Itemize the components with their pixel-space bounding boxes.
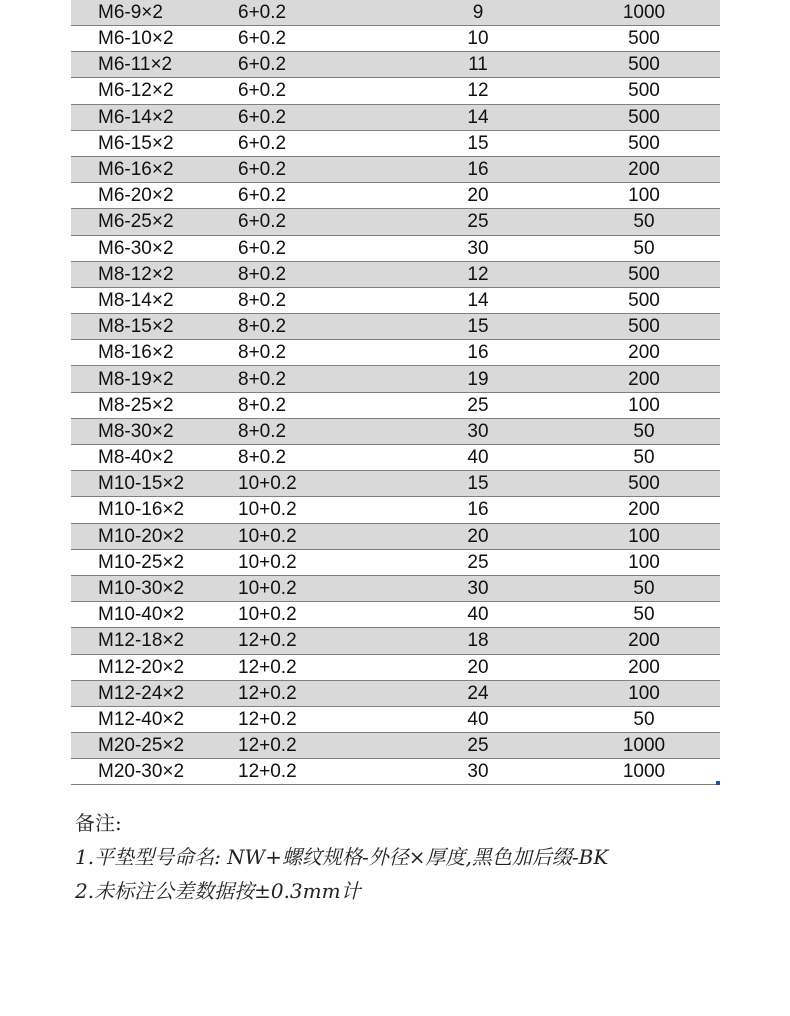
- outer-diameter-cell: 10+0.2: [238, 523, 388, 549]
- table-row: [71, 52, 720, 78]
- model-cell: M8-14×2: [71, 287, 238, 313]
- model-cell: M6-20×2: [71, 183, 238, 209]
- table-row: [71, 130, 720, 156]
- thickness-cell: 25: [388, 549, 568, 575]
- table-row: [71, 392, 720, 418]
- table-row: [71, 418, 720, 444]
- model-cell: M12-40×2: [71, 706, 238, 732]
- table-row: [71, 680, 720, 706]
- outer-diameter-cell: 8+0.2: [238, 392, 388, 418]
- table-row: [71, 261, 720, 287]
- table-row: [71, 628, 720, 654]
- quantity-cell: 50: [568, 706, 720, 732]
- model-cell: M6-15×2: [71, 130, 238, 156]
- table-row: [71, 0, 720, 26]
- thickness-cell: 12: [388, 261, 568, 287]
- outer-diameter-cell: 6+0.2: [238, 130, 388, 156]
- quantity-cell: 1000: [568, 759, 720, 785]
- model-cell: M6-16×2: [71, 156, 238, 182]
- outer-diameter-cell: 6+0.2: [238, 52, 388, 78]
- quantity-cell: 200: [568, 497, 720, 523]
- outer-diameter-cell: 8+0.2: [238, 287, 388, 313]
- thickness-cell: 9: [388, 0, 568, 26]
- quantity-cell: 50: [568, 602, 720, 628]
- thickness-cell: 30: [388, 759, 568, 785]
- notes-heading: 备注:: [75, 811, 122, 835]
- model-cell: M10-15×2: [71, 471, 238, 497]
- selection-corner-handle[interactable]: [716, 781, 720, 785]
- quantity-cell: 200: [568, 156, 720, 182]
- thickness-cell: 16: [388, 497, 568, 523]
- thickness-cell: 16: [388, 340, 568, 366]
- table-row: [71, 602, 720, 628]
- model-cell: M10-20×2: [71, 523, 238, 549]
- table-row: [71, 706, 720, 732]
- thickness-cell: 20: [388, 654, 568, 680]
- model-cell: M10-40×2: [71, 602, 238, 628]
- table-row: [71, 78, 720, 104]
- outer-diameter-cell: 8+0.2: [238, 261, 388, 287]
- quantity-cell: 200: [568, 654, 720, 680]
- quantity-cell: 1000: [568, 0, 720, 26]
- quantity-cell: 500: [568, 26, 720, 52]
- thickness-cell: 14: [388, 287, 568, 313]
- table-row: [71, 104, 720, 130]
- note-item-1: 1.平垫型号命名: NW+螺纹规格-外径×厚度,黑色加后缀-BK: [75, 845, 609, 869]
- thickness-cell: 30: [388, 235, 568, 261]
- outer-diameter-cell: 6+0.2: [238, 0, 388, 26]
- quantity-cell: 500: [568, 471, 720, 497]
- table-row: [71, 209, 720, 235]
- model-cell: M8-25×2: [71, 392, 238, 418]
- outer-diameter-cell: 6+0.2: [238, 156, 388, 182]
- model-cell: M8-30×2: [71, 418, 238, 444]
- outer-diameter-cell: 12+0.2: [238, 628, 388, 654]
- thickness-cell: 25: [388, 392, 568, 418]
- outer-diameter-cell: 12+0.2: [238, 654, 388, 680]
- thickness-cell: 40: [388, 602, 568, 628]
- outer-diameter-cell: 10+0.2: [238, 575, 388, 601]
- thickness-cell: 24: [388, 680, 568, 706]
- quantity-cell: 500: [568, 287, 720, 313]
- quantity-cell: 100: [568, 392, 720, 418]
- thickness-cell: 12: [388, 78, 568, 104]
- outer-diameter-cell: 8+0.2: [238, 445, 388, 471]
- model-cell: M6-12×2: [71, 78, 238, 104]
- thickness-cell: 25: [388, 733, 568, 759]
- model-cell: M12-20×2: [71, 654, 238, 680]
- table-row: [71, 314, 720, 340]
- outer-diameter-cell: 10+0.2: [238, 549, 388, 575]
- quantity-cell: 500: [568, 78, 720, 104]
- outer-diameter-cell: 8+0.2: [238, 418, 388, 444]
- model-cell: M8-12×2: [71, 261, 238, 287]
- model-cell: M6-11×2: [71, 52, 238, 78]
- table-row: [71, 497, 720, 523]
- model-cell: M6-30×2: [71, 235, 238, 261]
- notes-section: [75, 808, 608, 910]
- model-cell: M20-30×2: [71, 759, 238, 785]
- table-row: [71, 654, 720, 680]
- model-cell: M6-14×2: [71, 104, 238, 130]
- table-row: [71, 156, 720, 182]
- model-cell: M8-19×2: [71, 366, 238, 392]
- thickness-cell: 20: [388, 523, 568, 549]
- quantity-cell: 200: [568, 340, 720, 366]
- thickness-cell: 10: [388, 26, 568, 52]
- thickness-cell: 16: [388, 156, 568, 182]
- outer-diameter-cell: 8+0.2: [238, 340, 388, 366]
- outer-diameter-cell: 12+0.2: [238, 680, 388, 706]
- outer-diameter-cell: 8+0.2: [238, 366, 388, 392]
- thickness-cell: 15: [388, 130, 568, 156]
- table-row: [71, 235, 720, 261]
- model-cell: M8-40×2: [71, 445, 238, 471]
- outer-diameter-cell: 12+0.2: [238, 733, 388, 759]
- table-row: [71, 549, 720, 575]
- outer-diameter-cell: 6+0.2: [238, 78, 388, 104]
- table-row: [71, 575, 720, 601]
- outer-diameter-cell: 8+0.2: [238, 314, 388, 340]
- model-cell: M12-24×2: [71, 680, 238, 706]
- outer-diameter-cell: 10+0.2: [238, 471, 388, 497]
- outer-diameter-cell: 6+0.2: [238, 104, 388, 130]
- model-cell: M8-15×2: [71, 314, 238, 340]
- thickness-cell: 11: [388, 52, 568, 78]
- quantity-cell: 50: [568, 575, 720, 601]
- note-item-2: 2.未标注公差数据按±0.3mm计: [75, 879, 361, 903]
- model-cell: M8-16×2: [71, 340, 238, 366]
- quantity-cell: 50: [568, 418, 720, 444]
- thickness-cell: 14: [388, 104, 568, 130]
- quantity-cell: 500: [568, 104, 720, 130]
- outer-diameter-cell: 12+0.2: [238, 706, 388, 732]
- thickness-cell: 18: [388, 628, 568, 654]
- table-row: [71, 759, 720, 785]
- thickness-cell: 30: [388, 575, 568, 601]
- thickness-cell: 40: [388, 445, 568, 471]
- quantity-cell: 200: [568, 628, 720, 654]
- table-row: [71, 366, 720, 392]
- thickness-cell: 19: [388, 366, 568, 392]
- quantity-cell: 100: [568, 523, 720, 549]
- quantity-cell: 50: [568, 209, 720, 235]
- model-cell: M12-18×2: [71, 628, 238, 654]
- quantity-cell: 100: [568, 183, 720, 209]
- table-row: [71, 287, 720, 313]
- quantity-cell: 500: [568, 130, 720, 156]
- thickness-cell: 40: [388, 706, 568, 732]
- quantity-cell: 50: [568, 445, 720, 471]
- model-cell: M6-25×2: [71, 209, 238, 235]
- table-row: [71, 471, 720, 497]
- thickness-cell: 15: [388, 314, 568, 340]
- model-cell: M6-9×2: [71, 0, 238, 26]
- thickness-cell: 20: [388, 183, 568, 209]
- model-cell: M20-25×2: [71, 733, 238, 759]
- outer-diameter-cell: 6+0.2: [238, 235, 388, 261]
- table-row: [71, 26, 720, 52]
- quantity-cell: 100: [568, 680, 720, 706]
- outer-diameter-cell: 12+0.2: [238, 759, 388, 785]
- model-cell: M10-16×2: [71, 497, 238, 523]
- thickness-cell: 30: [388, 418, 568, 444]
- table-row: [71, 523, 720, 549]
- outer-diameter-cell: 6+0.2: [238, 26, 388, 52]
- table-row: [71, 445, 720, 471]
- table-row: [71, 183, 720, 209]
- model-cell: M10-25×2: [71, 549, 238, 575]
- quantity-cell: 500: [568, 261, 720, 287]
- model-cell: M10-30×2: [71, 575, 238, 601]
- table-row: [71, 340, 720, 366]
- model-cell: M6-10×2: [71, 26, 238, 52]
- quantity-cell: 1000: [568, 733, 720, 759]
- quantity-cell: 50: [568, 235, 720, 261]
- quantity-cell: 200: [568, 366, 720, 392]
- outer-diameter-cell: 10+0.2: [238, 602, 388, 628]
- outer-diameter-cell: 6+0.2: [238, 209, 388, 235]
- quantity-cell: 500: [568, 52, 720, 78]
- outer-diameter-cell: 6+0.2: [238, 183, 388, 209]
- spec-table: [71, 0, 720, 785]
- thickness-cell: 25: [388, 209, 568, 235]
- spec-table-body: [71, 0, 720, 785]
- thickness-cell: 15: [388, 471, 568, 497]
- table-row: [71, 733, 720, 759]
- quantity-cell: 100: [568, 549, 720, 575]
- outer-diameter-cell: 10+0.2: [238, 497, 388, 523]
- quantity-cell: 500: [568, 314, 720, 340]
